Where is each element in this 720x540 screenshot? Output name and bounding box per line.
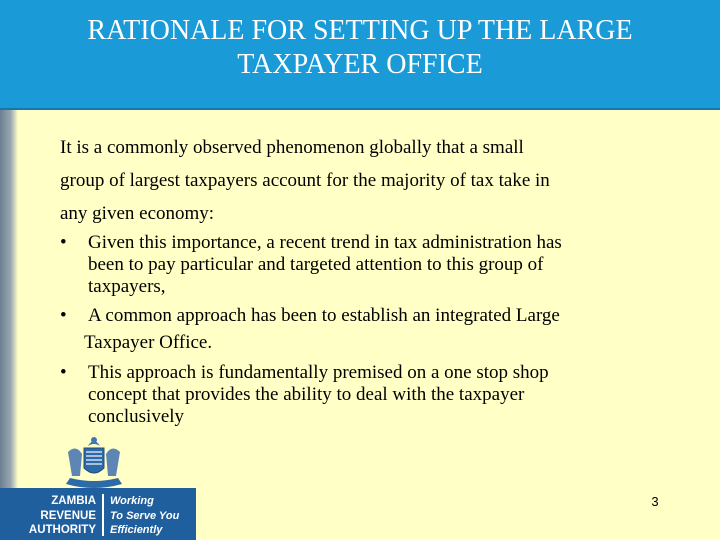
bullet-line: Given this importance, a recent trend in tax administration has (88, 232, 562, 253)
title-line: TAXPAYER OFFICE (237, 49, 483, 80)
title-banner (0, 0, 720, 110)
title-line: RATIONALE FOR SETTING UP THE LARGE (87, 15, 633, 46)
bullet-icon: • (60, 362, 67, 383)
intro-line: any given economy: (60, 203, 215, 224)
logo-divider (102, 494, 104, 536)
zra-logo (0, 430, 200, 540)
intro-paragraph (60, 131, 660, 230)
logo-slogan-line: Working (110, 495, 154, 507)
bullet-item (60, 362, 660, 428)
page-number: 3 (651, 494, 659, 509)
bullet-line: Taxpayer Office. (84, 332, 213, 353)
slide-title (0, 14, 720, 82)
logo-name-line: ZAMBIA (51, 495, 96, 507)
intro-line: group of largest taxpayers account for the majority of tax take in (60, 170, 550, 191)
logo-slogan (110, 494, 179, 538)
slide-body (60, 131, 660, 428)
bullet-item (60, 302, 660, 356)
zra-coat-of-arms-icon (58, 434, 130, 492)
logo-slogan-line: To Serve You (110, 509, 180, 522)
logo-organization-name (8, 494, 96, 538)
bullet-icon: • (60, 305, 67, 326)
intro-line: It is a commonly observed phenomenon globally that a small (60, 137, 524, 158)
bullet-line: taxpayers, (88, 276, 166, 297)
bullet-icon: • (60, 232, 67, 253)
bullet-line: A common approach has been to establish an integrated Large (88, 305, 560, 326)
bullet-line: This approach is fundamentally premised on a one stop shop (88, 362, 549, 383)
bullet-line: concept that provides the ability to deal with the taxpayer (88, 384, 525, 405)
logo-slogan-line: Efficiently (110, 524, 163, 536)
logo-name-line: REVENUE (40, 509, 96, 522)
bullet-line: conclusively (88, 406, 185, 427)
bullet-list (60, 232, 660, 428)
bullet-item (60, 232, 660, 298)
bullet-line: been to pay particular and targeted attention to this group of (88, 254, 544, 275)
logo-name-line: AUTHORITY (28, 524, 96, 536)
